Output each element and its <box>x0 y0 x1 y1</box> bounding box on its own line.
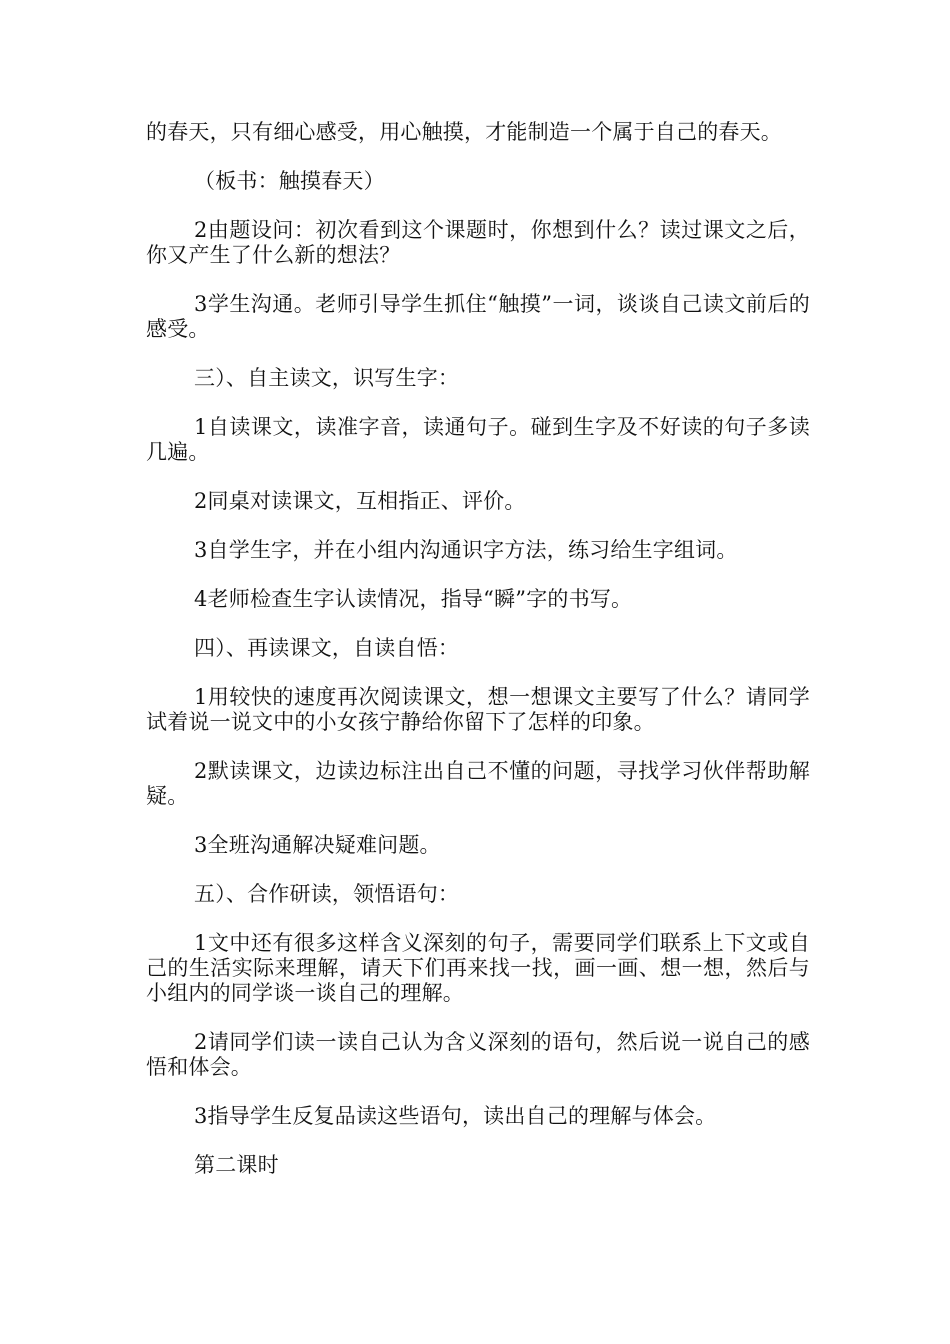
paragraph-self-read: 1自读课文，读准字音，读通句子。碰到生字及不好读的句子多读几遍。 <box>146 415 810 464</box>
paragraph-pair-read: 2同桌对读课文，互相指正、评价。 <box>194 489 526 513</box>
paragraph-class-discussion: 3全班沟通解决疑难问题。 <box>194 833 441 857</box>
paragraph-self-study-characters: 3自学生字，并在小组内沟通识字方法，练习给生字组词。 <box>194 538 738 562</box>
paragraph-read-aloud: 2请同学们读一读自己认为含义深刻的语句，然后说一说自己的感悟和体会。 <box>146 1030 810 1079</box>
paragraph-step-3-communicate: 3学生沟通。老师引导学生抓住“触摸”一词，谈谈自己读文前后的感受。 <box>146 292 810 341</box>
paragraph-deep-sentences: 1文中还有很多这样含义深刻的句子，需要同学们联系上下文或自己的生活实际来理解，请天下们再来找一找，画一画、想一想，然后与小组内的同学谈一谈自己的理解。 <box>146 931 810 1005</box>
section-heading-3: 三）、自主读文，识写生字： <box>194 366 460 390</box>
paragraph-board-writing: （板书：触摸春天） <box>194 169 385 193</box>
lesson-2-heading: 第二课时 <box>194 1153 279 1177</box>
paragraph-fast-read: 1用较快的速度再次阅读课文，想一想课文主要写了什么？请同学试着说一说文中的小女孩宁静给你留下了怎样的印象。 <box>146 685 810 734</box>
paragraph-step-2-question: 2由题设问：初次看到这个课题时，你想到什么？读过课文之后，你又产生了什么新的想法？ <box>146 218 810 267</box>
paragraph-spring-conclusion: 的春天，只有细心感受，用心触摸，才能制造一个属于自己的春天。 <box>146 120 782 144</box>
section-heading-4: 四）、再读课文，自读自悟： <box>194 636 460 660</box>
paragraph-silent-read: 2默读课文，边读边标注出自己不懂的问题，寻找学习伙伴帮助解疑。 <box>146 759 810 808</box>
document-body <box>146 120 810 1202</box>
section-heading-5: 五）、合作研读，领悟语句： <box>194 882 460 906</box>
paragraph-teacher-check: 4老师检查生字认读情况，指导“瞬”字的书写。 <box>194 587 633 611</box>
paragraph-guided-reading: 3指导学生反复品读这些语句，读出自己的理解与体会。 <box>194 1104 717 1128</box>
